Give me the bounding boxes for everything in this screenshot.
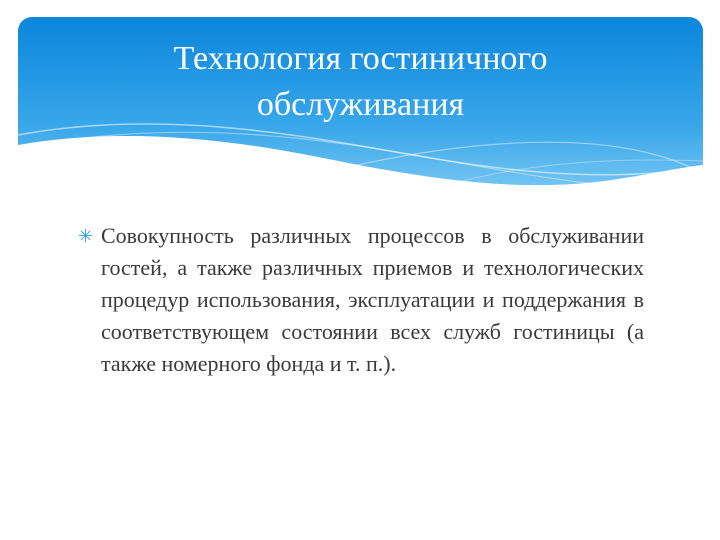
slide-title-line-2: обслуживания	[256, 86, 465, 123]
bullet-text: Совокупность различных процессов в обслуживании гостей, а также различных приемов и технологических процедур использования, эксплуатации и поддержания в соответствующем состоянии всех служб гостиницы (а также номерного фонда и т. п.).	[101, 223, 644, 376]
bullet-item	[68, 220, 644, 380]
asterisk-bullet-icon: ✳	[78, 226, 94, 246]
slide-title	[18, 36, 703, 128]
slide-content	[68, 220, 644, 380]
slide-title-line-1: Технология гостиничного	[173, 40, 548, 77]
